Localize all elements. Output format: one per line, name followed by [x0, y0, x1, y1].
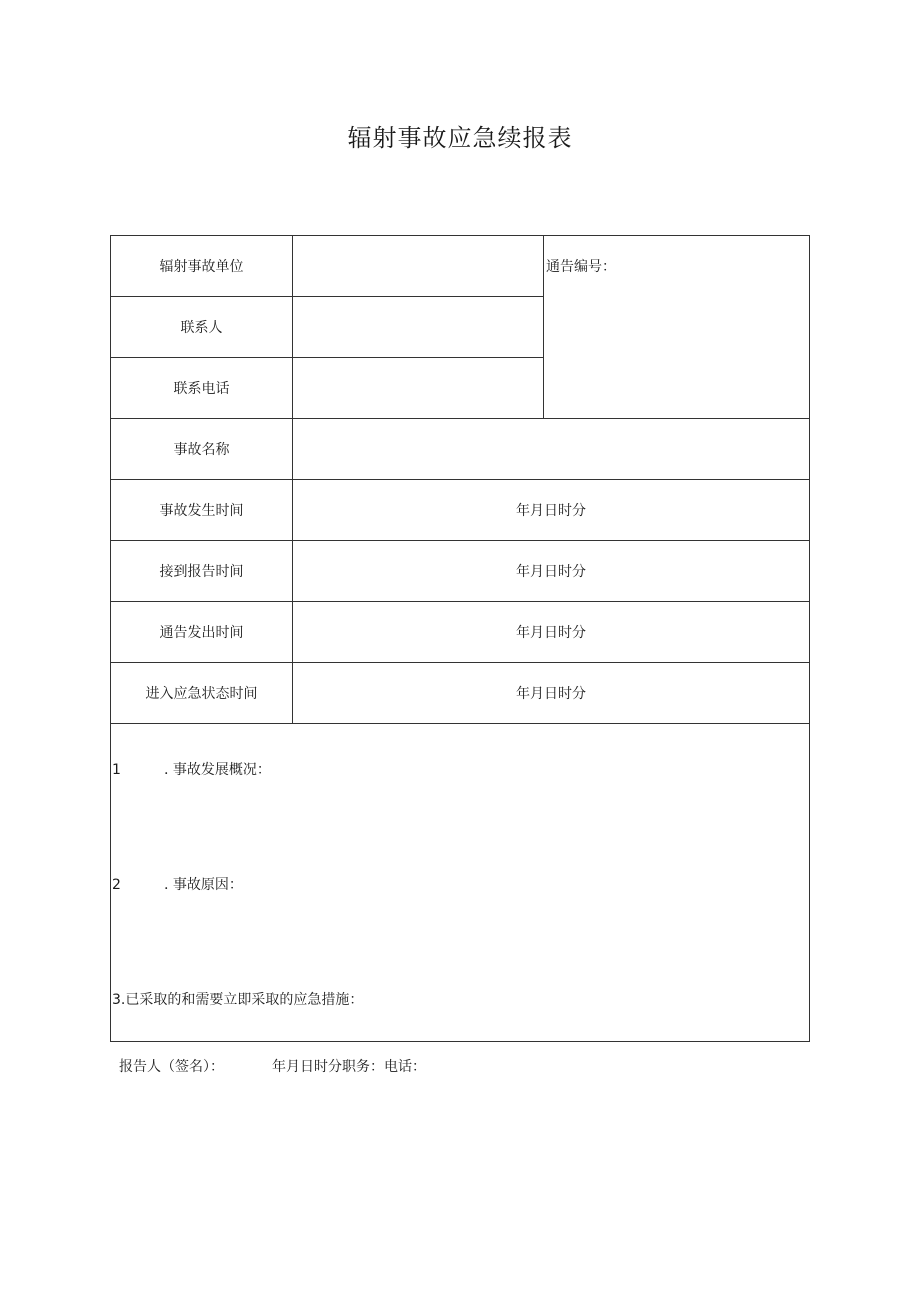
- time-row: [111, 663, 810, 724]
- reporter-label: 报告人（签名）：: [119, 1059, 224, 1075]
- detail-item-number: 2: [112, 877, 121, 893]
- date-position-phone-label: 年月日时分职务：电话：: [272, 1059, 426, 1075]
- unit-label: 辐射事故单位: [111, 236, 293, 297]
- signature-footer: [119, 1056, 426, 1076]
- detail-item-text: . 事故原因：: [164, 877, 243, 893]
- details-cell[interactable]: [111, 724, 810, 1042]
- time-row-value[interactable]: 年月日时分: [293, 602, 810, 663]
- incident-name-field[interactable]: [293, 419, 810, 480]
- detail-item-cause: [112, 874, 243, 894]
- unit-field[interactable]: [293, 236, 544, 297]
- phone-field[interactable]: [293, 358, 544, 419]
- time-row: [111, 480, 810, 541]
- page-title: 辐射事故应急续报表: [347, 124, 573, 152]
- notice-number-cell[interactable]: [544, 236, 810, 419]
- incident-name-label: 事故名称: [111, 419, 293, 480]
- detail-item-number: 1: [112, 762, 121, 778]
- time-row-value[interactable]: 年月日时分: [293, 541, 810, 602]
- notice-number-label: 通告编号：: [546, 259, 616, 275]
- contact-field[interactable]: [293, 297, 544, 358]
- time-row: [111, 541, 810, 602]
- time-row-value[interactable]: 年月日时分: [293, 663, 810, 724]
- report-form-table: [110, 235, 810, 1042]
- time-row-label: 接到报告时间: [111, 541, 293, 602]
- detail-item-text: . 事故发展概况：: [164, 762, 271, 778]
- detail-item-text: 已采取的和需要立即采取的应急措施：: [125, 992, 364, 1008]
- time-row-label: 通告发出时间: [111, 602, 293, 663]
- phone-label: 联系电话: [111, 358, 293, 419]
- time-row-label: 进入应急状态时间: [111, 663, 293, 724]
- contact-label: 联系人: [111, 297, 293, 358]
- detail-item-measures: [112, 989, 363, 1009]
- time-row-label: 事故发生时间: [111, 480, 293, 541]
- detail-item-number: 3.: [112, 992, 126, 1008]
- time-row-value[interactable]: 年月日时分: [293, 480, 810, 541]
- detail-item-progress: [112, 759, 271, 779]
- time-row: [111, 602, 810, 663]
